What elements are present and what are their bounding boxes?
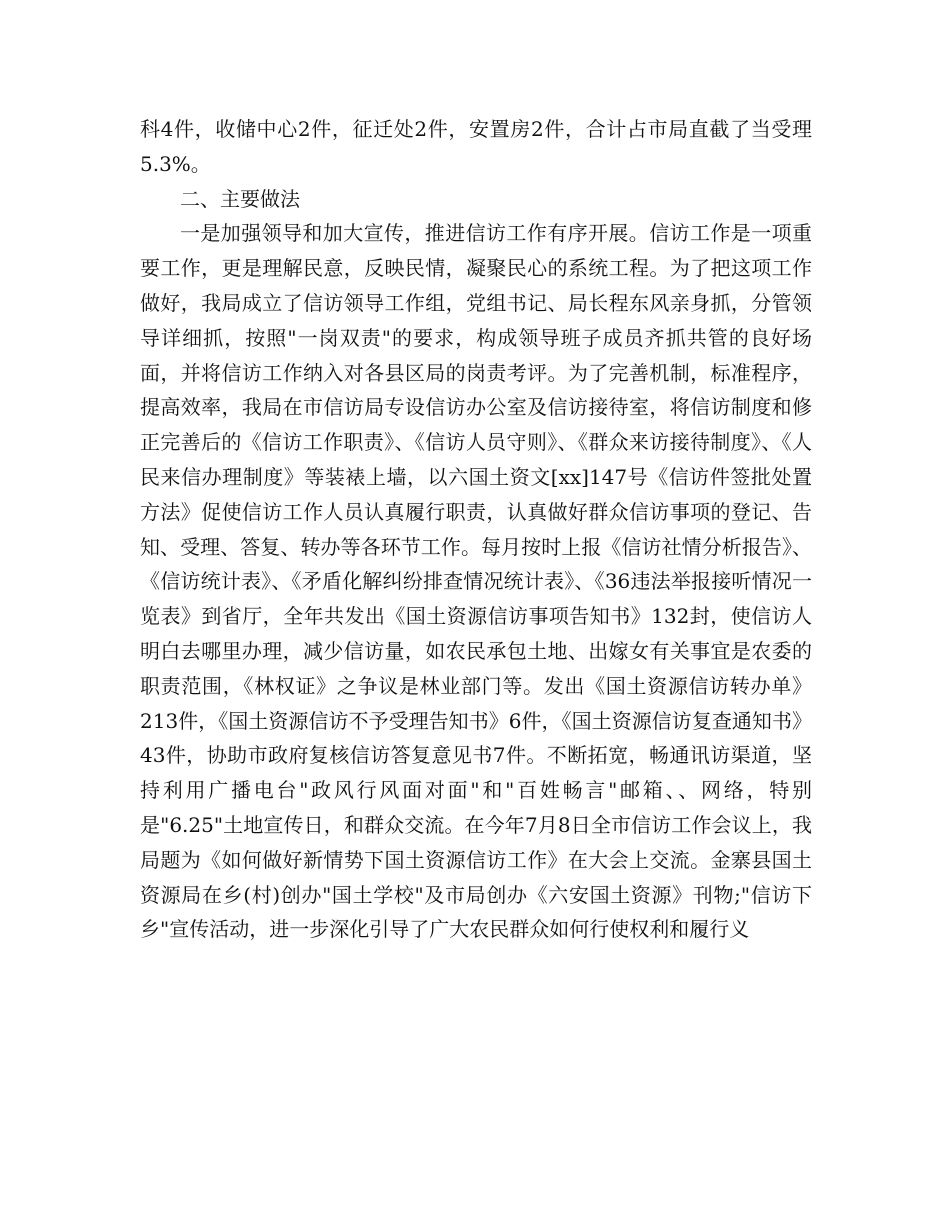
- section-heading: 二、主要做法: [180, 186, 300, 211]
- document-page: [140, 112, 812, 947]
- paragraph-continuation: 科4件，收储中心2件，征迁处2件，安置房2件，合计占市局直截了当受理5.3%。: [140, 117, 812, 176]
- paragraph-body: 一是加强领导和加大宣传，推进信访工作有序开展。信访工作是一项重要工作，更是理解民意，反映民情，凝聚民心的系统工程。为了把这项工作做好，我局成立了信访领导工作组，党组书记、局长程东风亲身抓，分管领导详细抓，按照"一岗双责"的要求，构成领导班子成员齐抓共管的良好场面，并将信访工作纳入对各县区局的岗责考评。为了完善机制，标准程序，提高效率，我局在市信访局专设信访办公室及信访接待室，将信访制度和修正完善后的《信访工作职责》、《信访人员守则》、《群众来访接待制度》、《人民来信办理制度》等装裱上墙，以六国土资文[xx]147号《信访件签批处置方法》促使信访工作人员认真履行职责，认真做好群众信访事项的登记、告知、受理、答复、转办等各环节工作。每月按时上报《信访社情分析报告》、《信访统计表》、《矛盾化解纠纷排查情况统计表》、《36违法举报接听情况一览表》到省厅，全年共发出《国土资源信访事项告知书》132封，使信访人明白去哪里办理，减少信访量，如农民承包土地、出嫁女有关事宜是农委的职责范围，《林权证》之争议是林业部门等。发出《国土资源信访转办单》213件，《国土资源信访不予受理告知书》6件，《国土资源信访复查通知书》43件，协助市政府复核信访答复意见书7件。不断拓宽，畅通讯访渠道，坚持利用广播电台"政风行风面对面"和"百姓畅言"邮箱、、网络，特别是"6.25"土地宣传日，和群众交流。在今年7月8日全市信访工作会议上，我局题为《如何做好新情势下国土资源信访工作》在大会上交流。金寨县国土资源局在乡(村)创办"国土学校"及市局创办《六安国土资源》刊物;"信访下乡"宣传活动，进一步深化引导了广大农民群众如何行使权利和履行义: [140, 221, 812, 942]
